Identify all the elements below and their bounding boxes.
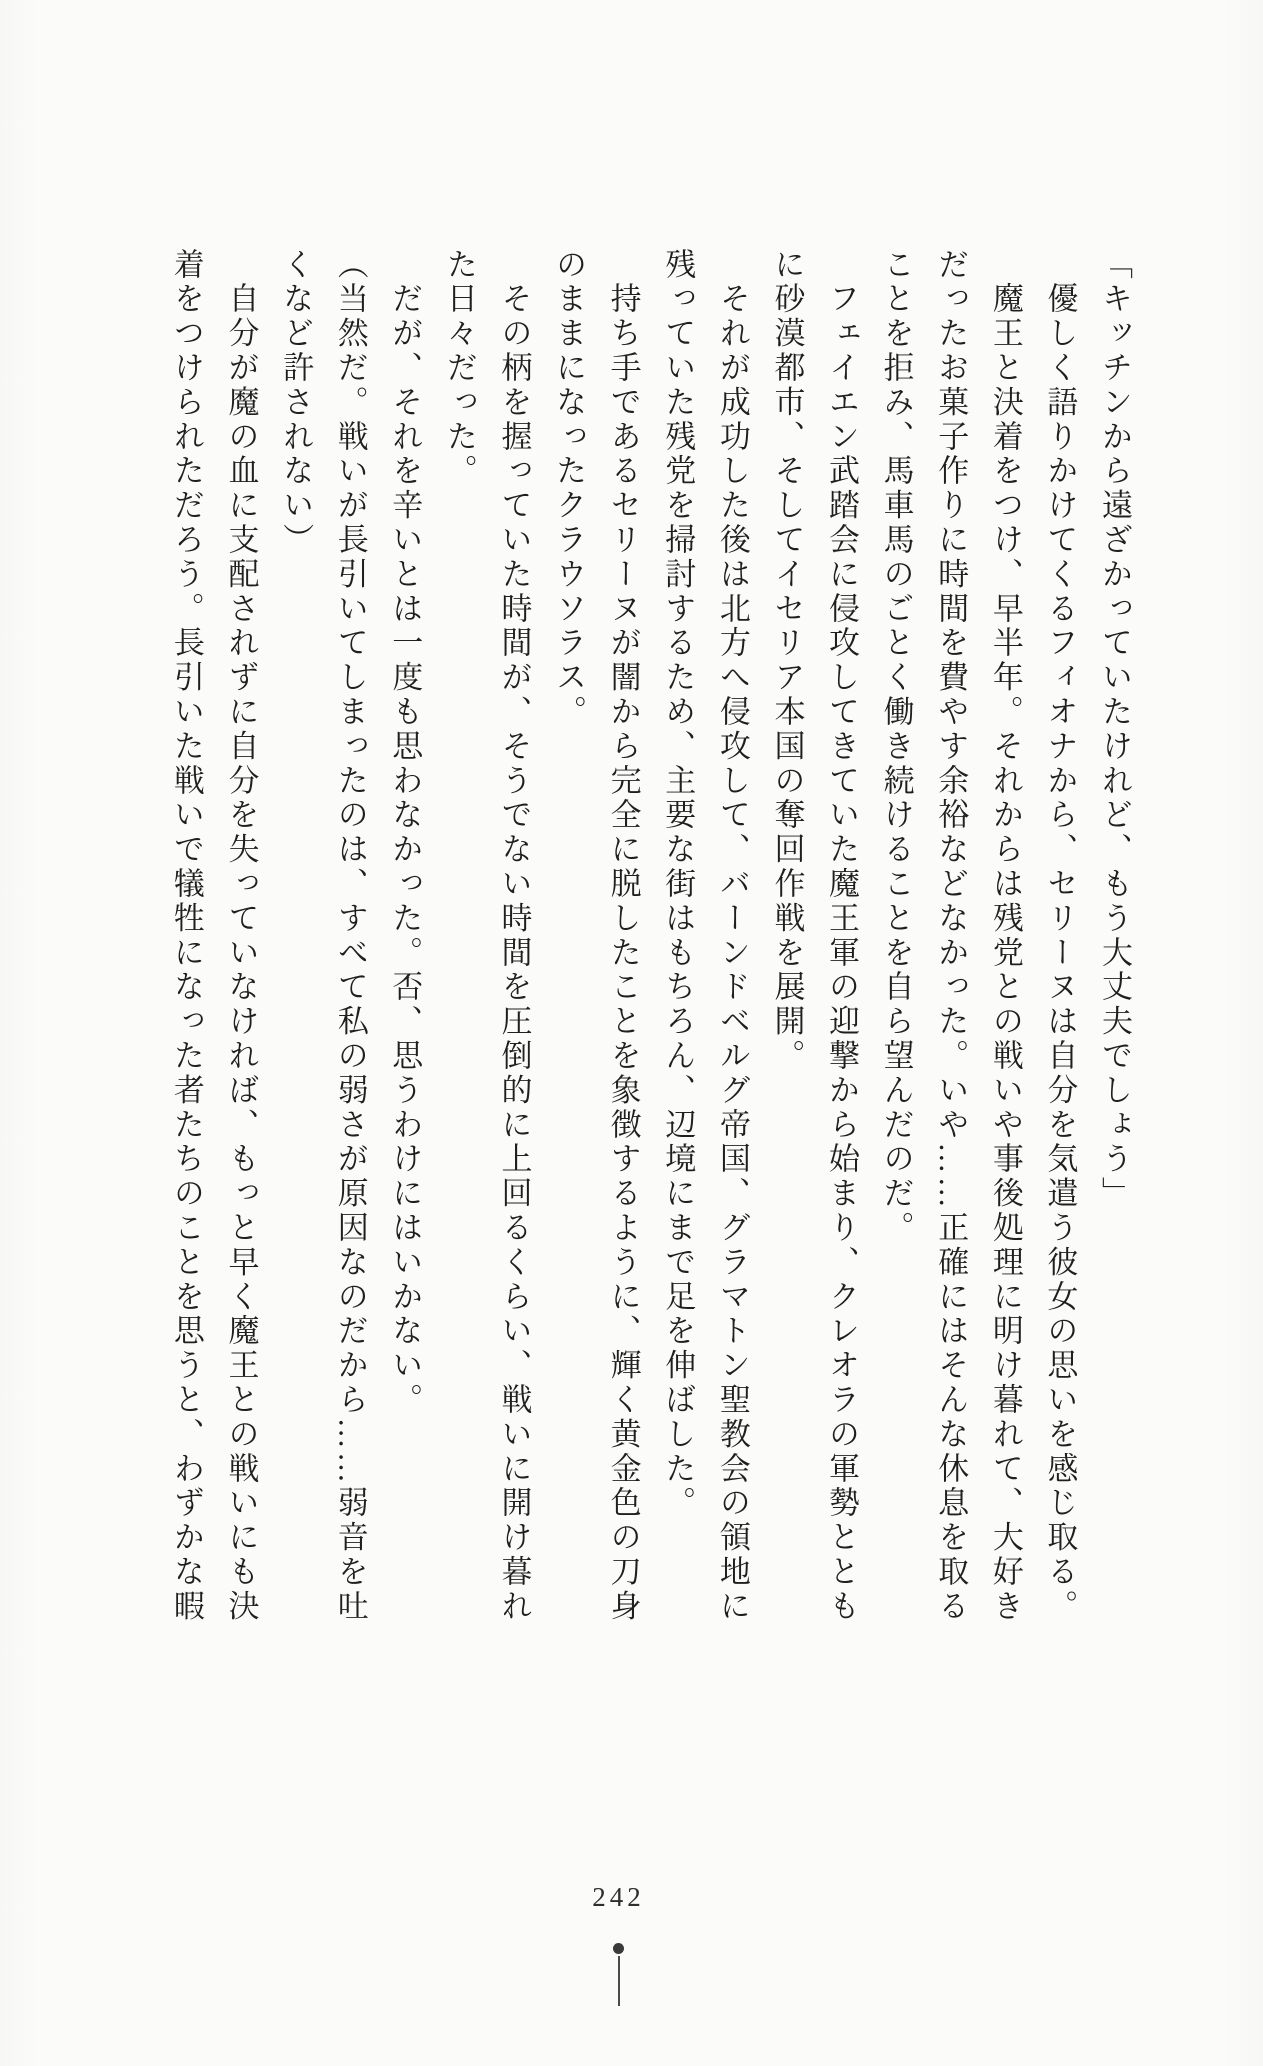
page-ornament-line: [618, 1956, 620, 2006]
text-column: フェイエン武踏会に侵攻してきていた魔王軍の迎撃から始まり、クレオラの軍勢ととも: [824, 248, 860, 1624]
page-number-value: 242: [592, 1882, 645, 1912]
text-column: だが、それを辛いとは一度も思わなかった。否、思うわけにはいかない。: [387, 248, 423, 1418]
text-column: 「キッチンから遠ざかっていたけれど、もう大丈夫でしょう」: [1097, 248, 1132, 1212]
text-column: 優しく語りかけてくるフィオナから、セリーヌは自分を気遣う彼女の思いを感じ取る。: [1042, 248, 1078, 1624]
text-column: ことを拒み、馬車馬のごとく働き続けることを自ら望んだのだ。: [878, 248, 914, 1246]
text-column: 魔王と決着をつけ、早半年。それからは残党との戦いや事後処理に明け暮れて、大好き: [987, 248, 1023, 1624]
text-column: くなど許されない）: [278, 248, 314, 558]
text-column: 持ち手であるセリーヌが闇から完全に脱したことを象徴するように、輝く黄金色の刀身: [605, 248, 641, 1624]
text-column: その柄を握っていた時間が、そうでない時間を圧倒的に上回るくらい、戦いに開け暮れ: [496, 248, 532, 1624]
text-column: （当然だ。戦いが長引いてしまったのは、すべて私の弱さが原因なのだから……弱音を吐: [332, 248, 368, 1624]
page-ornament-dot-icon: [613, 1943, 624, 1954]
text-column: それが成功した後は北方へ侵攻して、バーンドベルグ帝国、グラマトン聖教会の領地に: [714, 248, 750, 1624]
body-text: [156, 248, 1141, 1638]
text-column: 自分が魔の血に支配されずに自分を失っていなければ、もっと早く魔王との戦いにも決: [223, 248, 259, 1624]
text-column: 残っていた残党を掃討するため、主要な街はもちろん、辺境にまで足を伸ばした。: [660, 248, 696, 1521]
page-ornament: [0, 1943, 1237, 2006]
text-column: た日々だった。: [441, 248, 477, 489]
text-column: のままになったクラウソラス。: [551, 248, 587, 730]
page-number: [0, 1882, 1237, 1913]
text-column: に砂漠都市、そしてイセリア本国の奪回作戦を展開。: [769, 248, 805, 1074]
text-column: 着をつけられただろう。長引いた戦いで犠牲になった者たちのことを思うと、わずかな暇: [168, 248, 204, 1624]
text-column: だったお菓子作りに時間を費やす余裕などなかった。いや……正確にはそんな休息を取る: [933, 248, 969, 1624]
